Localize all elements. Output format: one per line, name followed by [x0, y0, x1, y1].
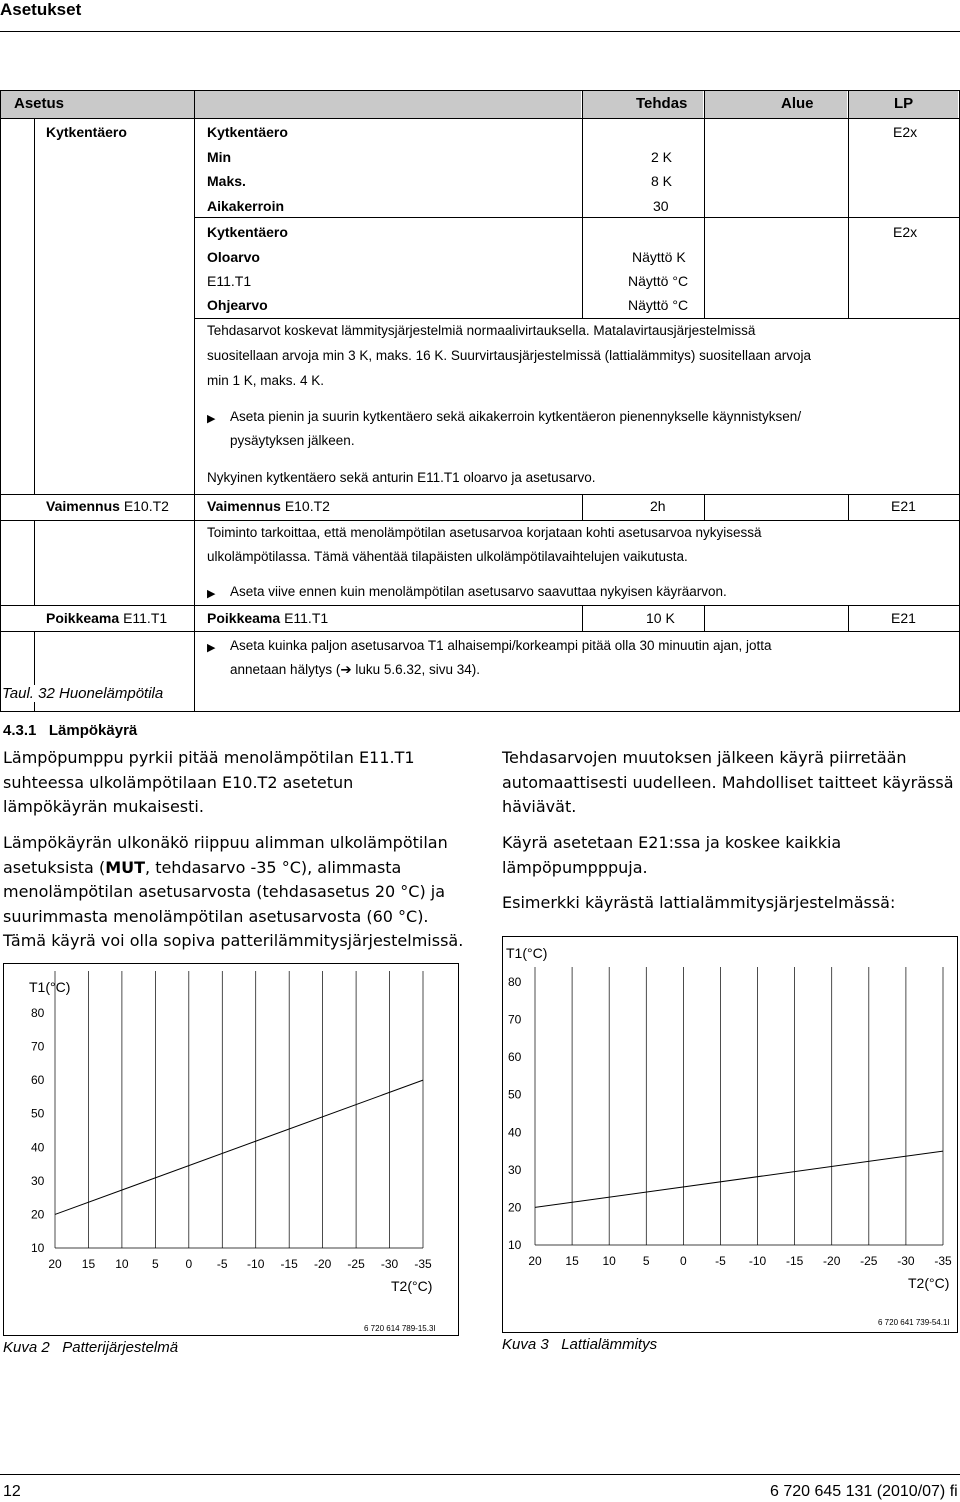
poikkeama-instruction-1: Aseta kuinka paljon asetusarvoa T1 alhaisempi/korkeampi pitää olla 30 minuutin ajan, jotta [230, 638, 772, 653]
range-line-r2 [704, 494, 705, 520]
chart-y-tick-label: 60 [31, 1073, 45, 1088]
chart-2-caption [502, 1336, 657, 1353]
table-bottom-border [0, 711, 960, 712]
header-cell-range [705, 90, 847, 118]
chart-x-tick-label: -5 [216, 1257, 228, 1271]
chart-1-caption-num: Kuva 2 [3, 1339, 50, 1356]
chart-1-frame [3, 963, 459, 1336]
chart-x-tick-label: 15 [565, 1254, 579, 1268]
poikkeama-instruction-2 [230, 662, 480, 678]
e11-label: E11.T1 [207, 273, 252, 289]
sub1-title: Kytkentäero [207, 124, 288, 140]
time-factor-label: Aikakerroin [207, 198, 285, 214]
group-vaimennus-bold: Vaimennus [46, 498, 120, 514]
group-vaimennus-suffix: E10.T2 [123, 498, 169, 514]
chart-x-tick-label: 20 [48, 1257, 62, 1271]
actual-label: Oloarvo [207, 249, 260, 265]
left-p2-line: Tämä käyrä voi olla sopiva patterilämmitysjärjestelmissä. [3, 931, 464, 950]
chart-1-svg [4, 964, 458, 1335]
table-caption: Taul. 32 Huonelämpötila [2, 685, 167, 702]
poikkeama-instruction-2-text: annetaan hälytys ( [230, 662, 341, 677]
row-divider-1 [0, 494, 960, 495]
left-p1-line: Lämpöpumppu pyrkii pitää menolämpötilan E11.T1 [3, 748, 415, 767]
row-divider-2b [0, 631, 960, 632]
chart-x-tick-label: -20 [823, 1254, 841, 1268]
factory-left-line [582, 118, 583, 318]
left-p2-line: asetuksista (MUT, tehdasarvo -35 °C), alimmasta [3, 857, 402, 877]
poikkeama-factory: 10 K [646, 610, 675, 626]
note-line-2: suositellaan arvoja min 3 K, maks. 16 K. Suurvirtausjärjestelmissä (lattialämmitys) suositellaan arvoja [207, 348, 811, 363]
left-p1-line: suhteessa ulkolämpötilaan E10.T2 asetetun [3, 772, 354, 792]
lp-left-header-line [848, 90, 849, 118]
bullet-arrow-icon: ▶ [207, 587, 216, 600]
header-cell-setting [1, 90, 581, 118]
sub-vaimennus-suffix: E10.T2 [284, 498, 330, 514]
chart-x-tick-label: -15 [280, 1257, 298, 1271]
column-header-factory: Tehdas [636, 95, 688, 112]
notes-divider [194, 318, 960, 319]
chart-x-tick-label: 10 [115, 1257, 129, 1271]
chart-x-tick-label: 10 [602, 1254, 616, 1268]
sub2-title: Kytkentäero [207, 224, 288, 240]
lp-left-line [848, 118, 849, 318]
section-number: 4.3.1 [3, 722, 37, 739]
chart-x-tick-label: -20 [313, 1257, 332, 1271]
right-paragraph-3: Esimerkki käyrästä lattialämmitysjärjestelmässä: [502, 893, 896, 912]
current-note: Nykyinen kytkentäero sekä anturin E11.T1 oloarvo ja asetusarvo. [207, 470, 596, 485]
group-vaimennus-label [46, 498, 169, 514]
chart-x-tick-label: -25 [347, 1257, 365, 1271]
row-divider-1b [0, 520, 960, 521]
vaimennus-instruction: Aseta viive ennen kuin menolämpötilan asetusarvo saavuttaa nykyisen käyräarvon. [230, 584, 727, 599]
bullet-arrow-icon: ▶ [207, 641, 216, 654]
right-p1-line: häviävät. [502, 797, 577, 816]
chart-y-tick-label: 60 [508, 1050, 522, 1065]
setpoint-label: Ohjearvo [207, 297, 268, 313]
group-poikkeama-label [46, 610, 167, 626]
chart-y-tick-label: 20 [31, 1207, 45, 1222]
lp-line-r2 [848, 494, 849, 520]
section-header: Asetukset [0, 0, 82, 19]
chart-x-tick-label: 20 [528, 1254, 542, 1268]
bullet-arrow-icon: ▶ [207, 412, 216, 425]
row-divider-2 [0, 605, 960, 606]
chart-y-tick-label: 50 [31, 1106, 45, 1121]
note-line-1: Tehdasarvot koskevat lämmitysjärjestelmiä normaalivirtauksella. Matalavirtausjärjestelmissä [207, 323, 756, 338]
setpoint-value: Näyttö °C [628, 297, 689, 313]
chart-x-axis-title: T2(°C) [908, 1275, 950, 1291]
chart-y-tick-label: 30 [31, 1173, 45, 1188]
note-line-3: min 1 K, maks. 4 K. [207, 373, 325, 388]
max-value: 8 K [651, 173, 673, 189]
chart-x-tick-label: -30 [380, 1257, 399, 1271]
min-value: 2 K [651, 149, 673, 165]
max-label: Maks. [207, 173, 246, 189]
group-kytkentaero-label: Kytkentäero [46, 124, 127, 140]
poikkeama-instruction-2-end: luku 5.6.32, sivu 34). [351, 662, 480, 677]
chart-y-tick-label: 80 [508, 975, 522, 989]
sub-vaimennus-bold: Vaimennus [207, 498, 281, 514]
table-left-border [0, 90, 1, 712]
chart-x-tick-label: -25 [860, 1254, 878, 1268]
chart-x-tick-label: 5 [642, 1254, 650, 1268]
chart-y-tick-label: 30 [508, 1162, 522, 1177]
right-paragraph-2 [502, 831, 841, 880]
header-rule [0, 31, 960, 32]
factory-line-r2 [582, 494, 583, 520]
range-left-header-line [704, 90, 705, 118]
left-p2-line: Lämpökäyrän ulkonäkö riippuu alimman ulkolämpötilan [3, 833, 448, 852]
chart-x-tick-label: -35 [934, 1254, 952, 1268]
section-heading [3, 722, 137, 739]
chart-2-caption-text: Lattialämmitys [561, 1336, 658, 1353]
chart-y-tick-label: 10 [31, 1241, 45, 1255]
right-p1-line: automaattisesti uudelleen. Mahdolliset taitteet käyrässä [502, 772, 954, 792]
chart-series-line [535, 1151, 943, 1207]
poikkeama-lp: E21 [891, 610, 916, 626]
chart-x-tick-label: -5 [715, 1254, 726, 1268]
chart-y-tick-label: 50 [508, 1087, 522, 1102]
document-code: 6 720 645 131 (2010/07) fi [770, 1483, 958, 1500]
left-paragraph-2 [3, 831, 463, 954]
right-p2-line: lämpöpumpppuja. [502, 857, 648, 877]
vaimennus-factory: 2h [650, 498, 666, 514]
actual-value: Näyttö K [632, 249, 686, 265]
mut-keyword: MUT [105, 857, 146, 877]
chart-y-tick-label: 80 [31, 1006, 45, 1020]
sub-poikkeama-label [207, 610, 328, 626]
range-line-r3 [704, 605, 705, 631]
chart-x-axis-title: T2(°C) [391, 1278, 433, 1294]
sub1-lp: E2x [893, 124, 918, 140]
right-arrow-icon: ➔ [340, 662, 352, 677]
e11-value: Näyttö °C [628, 273, 689, 289]
chart-x-tick-label: 0 [185, 1257, 193, 1271]
chart-figure-code: 6 720 641 739-54.1I [878, 1318, 950, 1327]
chart-figure-code: 6 720 614 789-15.3I [364, 1324, 436, 1333]
footer-rule [0, 1474, 960, 1475]
chart-x-tick-label: 5 [152, 1257, 159, 1271]
section-title: Lämpökäyrä [48, 722, 138, 739]
right-paragraph-1 [502, 746, 954, 820]
subcolumn-line [194, 90, 195, 712]
lp-line-r3 [848, 605, 849, 631]
sub-poikkeama-suffix: E11.T1 [284, 610, 329, 626]
factory-line-r3 [582, 605, 583, 631]
vaimennus-desc-2: ulkolämpötilassa. Tämä vähentää tilapäisten ulkolämpötilavaihtelujen vaikutusta. [207, 549, 688, 564]
instruction-line-2: pysäytyksen jälkeen. [230, 433, 355, 448]
vaimennus-desc-1: Toiminto tarkoittaa, että menolämpötilan asetusarvoa korjataan kohti asetusarvoa nykyisessä [207, 525, 762, 540]
sub-vaimennus-label [207, 498, 330, 514]
page-number: 12 [3, 1483, 21, 1500]
chart-x-tick-label: -10 [748, 1254, 767, 1268]
chart-2-svg [503, 937, 957, 1332]
chart-2-caption-num: Kuva 3 [502, 1336, 549, 1353]
sub-divider [194, 217, 960, 218]
chart-y-axis-title: T1(°C) [29, 979, 71, 995]
group-poikkeama-suffix: E11.T1 [123, 610, 168, 626]
table-top-border [0, 90, 960, 91]
column-header-range: Alue [781, 95, 814, 112]
chart-y-tick-label: 40 [31, 1140, 45, 1155]
chart-series-line [55, 1080, 423, 1214]
chart-1-caption [3, 1339, 178, 1356]
column-header-setting: Asetus [14, 95, 65, 112]
group-poikkeama-bold: Poikkeama [46, 610, 120, 626]
time-factor-value: 30 [653, 198, 669, 214]
left-paragraph-1 [3, 746, 415, 820]
indent-line-1 [34, 118, 35, 494]
min-label: Min [207, 149, 232, 165]
sub-poikkeama-bold: Poikkeama [207, 610, 281, 626]
factory-left-header-line [582, 90, 583, 118]
right-p1-line: Tehdasarvojen muutoksen jälkeen käyrä piirretään [502, 748, 907, 767]
header-bottom-border [0, 118, 960, 119]
column-header-lp: LP [894, 95, 914, 112]
chart-y-tick-label: 40 [508, 1125, 522, 1140]
chart-x-tick-label: -35 [414, 1257, 432, 1271]
right-p2-line: Käyrä asetetaan E21:ssa ja koskee kaikkia [502, 833, 842, 852]
chart-x-tick-label: -10 [247, 1257, 265, 1271]
chart-y-axis-title: T1(°C) [506, 945, 548, 961]
vaimennus-lp: E21 [891, 498, 916, 514]
range-left-line [704, 118, 705, 318]
chart-x-tick-label: -30 [897, 1254, 915, 1268]
left-p2-line: suurimmasta menolämpötilan asetusarvosta (60 °C). [3, 906, 429, 926]
instruction-line-1: Aseta pienin ja suurin kytkentäero sekä aikakerroin kytkentäeron pienennykselle käynnistyksen/ [230, 409, 802, 424]
chart-y-tick-label: 70 [508, 1012, 522, 1027]
chart-1-caption-text: Patterijärjestelmä [62, 1339, 179, 1356]
chart-y-tick-label: 70 [31, 1039, 45, 1054]
indent-line-2 [34, 520, 35, 606]
chart-y-tick-label: 10 [508, 1238, 522, 1252]
chart-2-frame [502, 936, 958, 1333]
chart-x-tick-label: 0 [680, 1254, 687, 1268]
chart-y-tick-label: 20 [508, 1200, 522, 1215]
sub2-lp: E2x [893, 224, 918, 240]
chart-x-tick-label: -15 [785, 1254, 804, 1268]
chart-x-tick-label: 15 [81, 1257, 96, 1271]
left-p2-line: menolämpötilan asetusarvosta (tehdasasetus 20 °C) ja [3, 882, 446, 901]
left-p1-line: lämpökäyrän mukaisesti. [3, 797, 204, 816]
